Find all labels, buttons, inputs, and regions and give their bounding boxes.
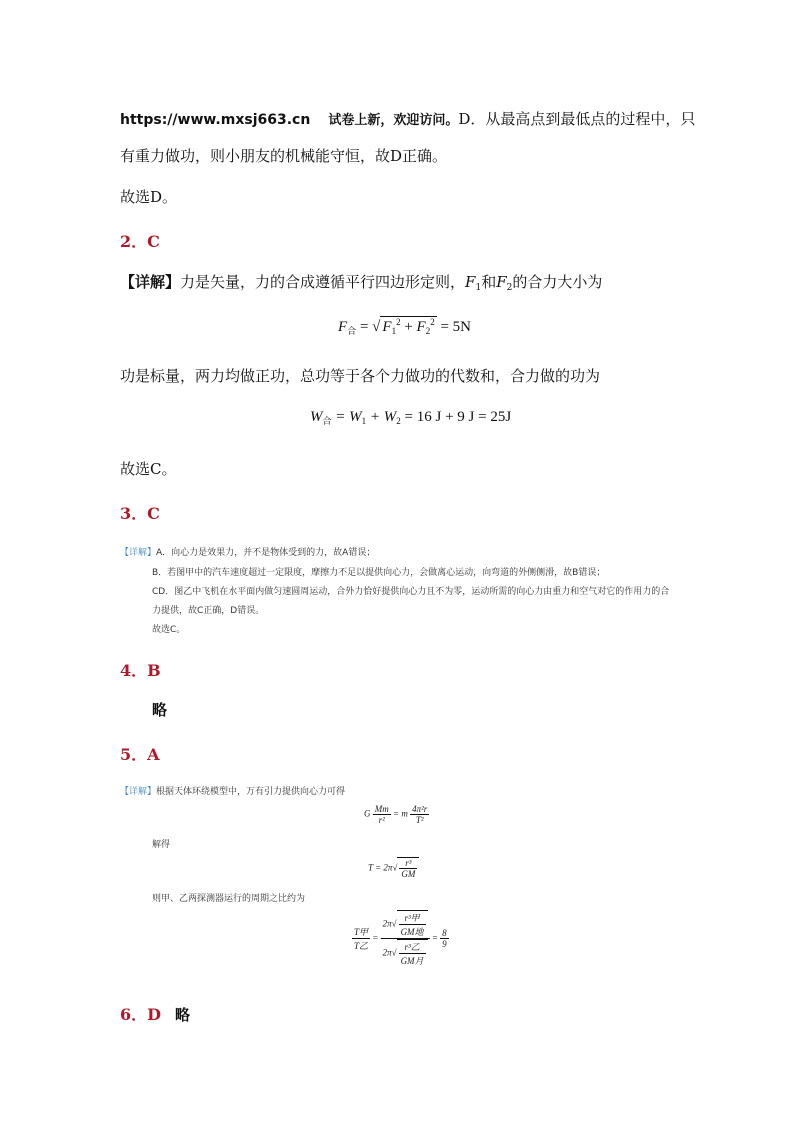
q5-eq-1 [364, 804, 429, 825]
eq3-top-rad [397, 910, 428, 938]
eq3-top-frac [399, 911, 426, 938]
question-2-number: 2．C [120, 232, 160, 251]
f1-rad-a-sub: 1 [391, 326, 397, 336]
q2-explanation [120, 271, 602, 293]
q5-line-a-text: 根据天体环绕模型中，万有引力提供向心力可得 [156, 787, 346, 797]
q5-tag: 【详解】 [120, 787, 157, 797]
q3-line-cd2: 力提供，故C正确，D错误。 [152, 606, 265, 616]
eq3-bot-rad [397, 939, 428, 967]
f1-plus: + [404, 319, 413, 335]
q2-and: 和 [481, 273, 497, 291]
eq1-eq: = m [393, 808, 408, 819]
q2-f2-sub: 2 [506, 283, 513, 293]
q3-line-a-text: A．向心力是效果力，并不是物体受到的力，故A错误； [156, 548, 376, 558]
q2-tag: 【详解】 [120, 273, 181, 291]
q2-f1: F [465, 273, 476, 291]
f2-w-sub: 合 [322, 416, 332, 426]
eq3-num: T甲 [354, 927, 369, 937]
eq3-bot-num: r³乙 [399, 940, 426, 954]
eq3-res-num: 8 [442, 928, 447, 938]
f2-rhs-b-sub: 2 [396, 416, 401, 426]
q5-eq-3 [352, 910, 449, 967]
f1-rad-b: F [416, 319, 426, 335]
site-notice: 试卷上新，欢迎访问。 [328, 113, 459, 128]
answer-choice-1: 故选D。 [120, 188, 178, 206]
eq3-res-eq: = [431, 932, 438, 943]
question-6 [120, 1002, 190, 1025]
eq2-num: r³ [399, 858, 417, 869]
f1-lhs-sub: 合 [347, 326, 357, 336]
q2-formula-1 [338, 316, 471, 337]
eq3-bot-2pi: 2π [382, 947, 392, 958]
q4-text: 略 [152, 701, 168, 719]
eq2-sqrt: √ [392, 862, 398, 873]
question-3-number: 3．C [120, 504, 160, 523]
eq1-frac-2 [410, 804, 429, 825]
q6-text: 略 [175, 1006, 191, 1024]
f1-rad-a-sup: 2 [396, 317, 401, 327]
eq3-eq: = [372, 932, 379, 943]
f1-lhs: F [338, 319, 348, 335]
sqrt-sign: √ [372, 319, 381, 335]
eq1-frac-1 [373, 804, 391, 825]
eq3-bot: 2π√ $\frac{\text{r³乙}}{\text{GM月}}$ [381, 939, 430, 967]
eq1-num2: 4π²r [412, 804, 428, 814]
q2-formula-2 [310, 409, 511, 427]
q5-line-a [120, 784, 345, 797]
eq3-den: T乙 [354, 941, 369, 951]
eq3-bot-den: GM月 [400, 956, 424, 966]
eq2-t: T = 2π [368, 862, 393, 873]
q5-solve: 解得 [152, 840, 171, 850]
eq1-num: Mm [374, 804, 389, 814]
question-5-number: 5．A [120, 745, 160, 764]
q2-text-a: 力是矢量，力的合成遵循平行四边形定则， [180, 273, 466, 291]
eq3-result [440, 928, 449, 949]
f1-rhs: = 5N [440, 319, 471, 335]
q3-choose: 故选C。 [152, 625, 186, 635]
q3-line-a [120, 545, 375, 558]
eq1-g: G [364, 808, 371, 819]
header-line [120, 108, 695, 129]
q3-line-cd1: CD．图乙中飞机在水平面内做匀速圆周运动，合外力恰好提供向心力且不为零，运动所需的向心力由重力和空气对它的作用力的合 [152, 587, 670, 597]
f1-rad-b-sub: 2 [425, 326, 431, 336]
q5-eq-2 [368, 857, 419, 879]
q2-text-b: 的合力大小为 [512, 273, 603, 291]
q2-f2: F [496, 273, 507, 291]
eq2-frac [399, 858, 417, 879]
eq3-top-2pi: 2π [382, 918, 392, 929]
eq1-den2: T² [415, 815, 424, 825]
q2-f1-sub: 1 [475, 283, 482, 293]
f2-w: W [310, 409, 323, 425]
f1-rad-a: F [382, 319, 392, 335]
f1-radicand [380, 316, 436, 336]
eq3-lhs [352, 925, 370, 952]
eq3-big-frac [381, 910, 430, 967]
q2-choose: 故选C。 [120, 460, 177, 478]
site-url[interactable]: https://www.mxsj663.cn [120, 112, 311, 128]
q3-tag: 【详解】 [120, 548, 157, 558]
f2-rhs-b: + W [369, 409, 397, 425]
f2-rhs-c: = 16 J + 9 J = 25J [404, 409, 512, 425]
question-6-number: 6．D [120, 1005, 162, 1024]
f1-rad-b-sup: 2 [430, 317, 435, 327]
eq3-bot-frac [399, 940, 426, 967]
f2-rhs-a-sub: 1 [361, 416, 367, 426]
eq3-top-num: r³甲 [399, 911, 426, 925]
eq2-radicand [397, 857, 419, 879]
eq3-top-den: GM地 [400, 927, 424, 937]
eq2-den: GM [401, 869, 416, 879]
option-d-text: D．从最高点到最低点的过程中，只 [458, 110, 696, 128]
eq3-top: 2π√ $\frac{\text{r³甲}}{\text{GM地}}$ [381, 910, 430, 939]
f2-rhs-a: = W [335, 409, 362, 425]
q3-line-b: B．若图甲中的汽车速度超过一定限度，摩擦力不足以提供向心力，会做离心运动，向弯道的外侧侧滑，故B错误； [152, 568, 606, 578]
option-d-text-cont: 有重力做功，则小朋友的机械能守恒，故D正确。 [120, 147, 448, 165]
f1-eq: = [359, 319, 373, 335]
eq3-res-den: 9 [442, 939, 447, 949]
eq1-den: r² [378, 815, 385, 825]
q5-line-b: 则甲、乙两探测器运行的周期之比约为 [152, 894, 306, 904]
q2-text-c: 功是标量，两力均做正功，总功等于各个力做功的代数和，合力做的功为 [120, 367, 601, 385]
question-4-number: 4．B [120, 661, 161, 680]
